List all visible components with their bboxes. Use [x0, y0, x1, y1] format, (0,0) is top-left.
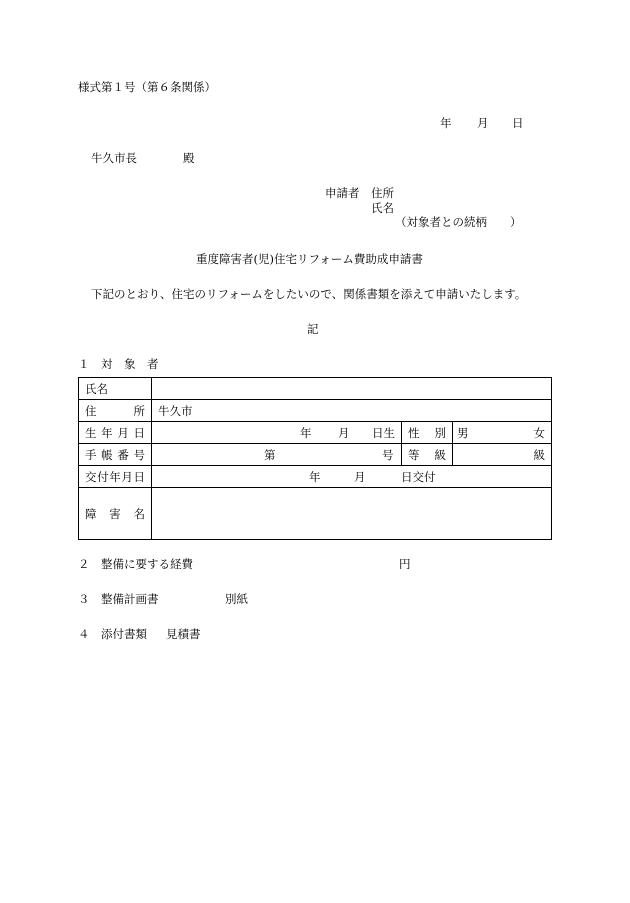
issued-year-label: 年 — [309, 469, 321, 484]
address-label-text: 住 所 — [85, 403, 145, 418]
table-row-techo — [79, 444, 552, 466]
birth-value-cell[interactable] — [152, 422, 402, 444]
issued-day-label: 日交付 — [401, 469, 436, 484]
address-label-cell — [79, 400, 152, 422]
address-value-cell[interactable] — [152, 400, 552, 422]
birth-year-label: 年 — [300, 425, 312, 440]
birth-label-text: 生 年 月 日 — [85, 425, 145, 440]
issued-label-text: 交 付 年 月 日 — [85, 469, 145, 484]
table-row-disability — [79, 488, 552, 540]
applicant-label: 申請者 — [325, 186, 360, 200]
issued-label-cell — [79, 466, 152, 488]
grade-label-cell — [402, 444, 453, 466]
addressee-honorific: 殿 — [183, 151, 195, 165]
date-month-label: 月 — [477, 116, 489, 130]
table-row-issued — [79, 466, 552, 488]
name-label-text: 氏 名 — [85, 381, 108, 396]
birth-label-cell — [79, 422, 152, 444]
disability-value-cell[interactable] — [152, 488, 552, 540]
techo-value-cell[interactable] — [152, 444, 402, 466]
section4-label: ４ 添付書類 — [78, 627, 147, 641]
section3-label: ３ 整備計画書 — [78, 592, 159, 606]
issued-month-label: 月 — [354, 469, 366, 484]
intro-text: 下記のとおり、住宅のリフォームをしたいので、関係書類を添えて申請いたします。 — [91, 287, 527, 301]
name-label-cell — [79, 378, 152, 400]
techo-label-text: 手 帳 番 号 — [85, 447, 145, 462]
issued-value-cell[interactable] — [152, 466, 552, 488]
section2-unit: 円 — [399, 557, 411, 571]
grade-unit-label: 級 — [533, 447, 545, 462]
document-title: 重度障害者(児)住宅リフォーム費助成申請書 — [196, 252, 423, 266]
date-day-label: 日 — [512, 116, 524, 130]
section4-value: 見積書 — [166, 627, 201, 641]
address-value: 牛久市 — [158, 403, 193, 418]
sex-female-option[interactable]: 女 — [533, 425, 545, 440]
form-number: 様式第１号（第６条関係） — [78, 80, 216, 94]
applicant-name-label: 氏名 — [371, 201, 394, 215]
section3-value: 別紙 — [225, 592, 248, 606]
ki-heading: 記 — [307, 322, 319, 336]
grade-label-text: 等 級 — [408, 447, 446, 462]
grade-value-cell[interactable] — [453, 444, 552, 466]
birth-day-label: 日生 — [372, 425, 395, 440]
name-label — [85, 381, 145, 397]
section1-heading: １ 対 象 者 — [78, 357, 159, 371]
sex-label-text: 性 別 — [408, 425, 446, 440]
section2-label: ２ 整備に要する経費 — [78, 557, 193, 571]
addressee-title: 牛久市長 — [91, 151, 137, 165]
table-row-name — [79, 378, 552, 400]
techo-label-cell — [79, 444, 152, 466]
name-value-cell[interactable] — [152, 378, 552, 400]
date-year-label: 年 — [440, 116, 452, 130]
applicant-address-label: 住所 — [371, 186, 394, 200]
table-row-address — [79, 400, 552, 422]
sex-value-cell[interactable] — [453, 422, 552, 444]
disability-label-text: 障 害 名 — [85, 506, 145, 521]
disability-label-cell — [79, 488, 152, 540]
subject-table — [78, 377, 552, 540]
techo-dai-label: 第 — [264, 447, 276, 462]
techo-go-label: 号 — [382, 447, 394, 462]
applicant-relation: （対象者との続柄 ） — [395, 215, 522, 229]
table-row-birth — [79, 422, 552, 444]
birth-month-label: 月 — [338, 425, 350, 440]
sex-male-option[interactable]: 男 — [457, 425, 469, 440]
sex-label-cell — [402, 422, 453, 444]
